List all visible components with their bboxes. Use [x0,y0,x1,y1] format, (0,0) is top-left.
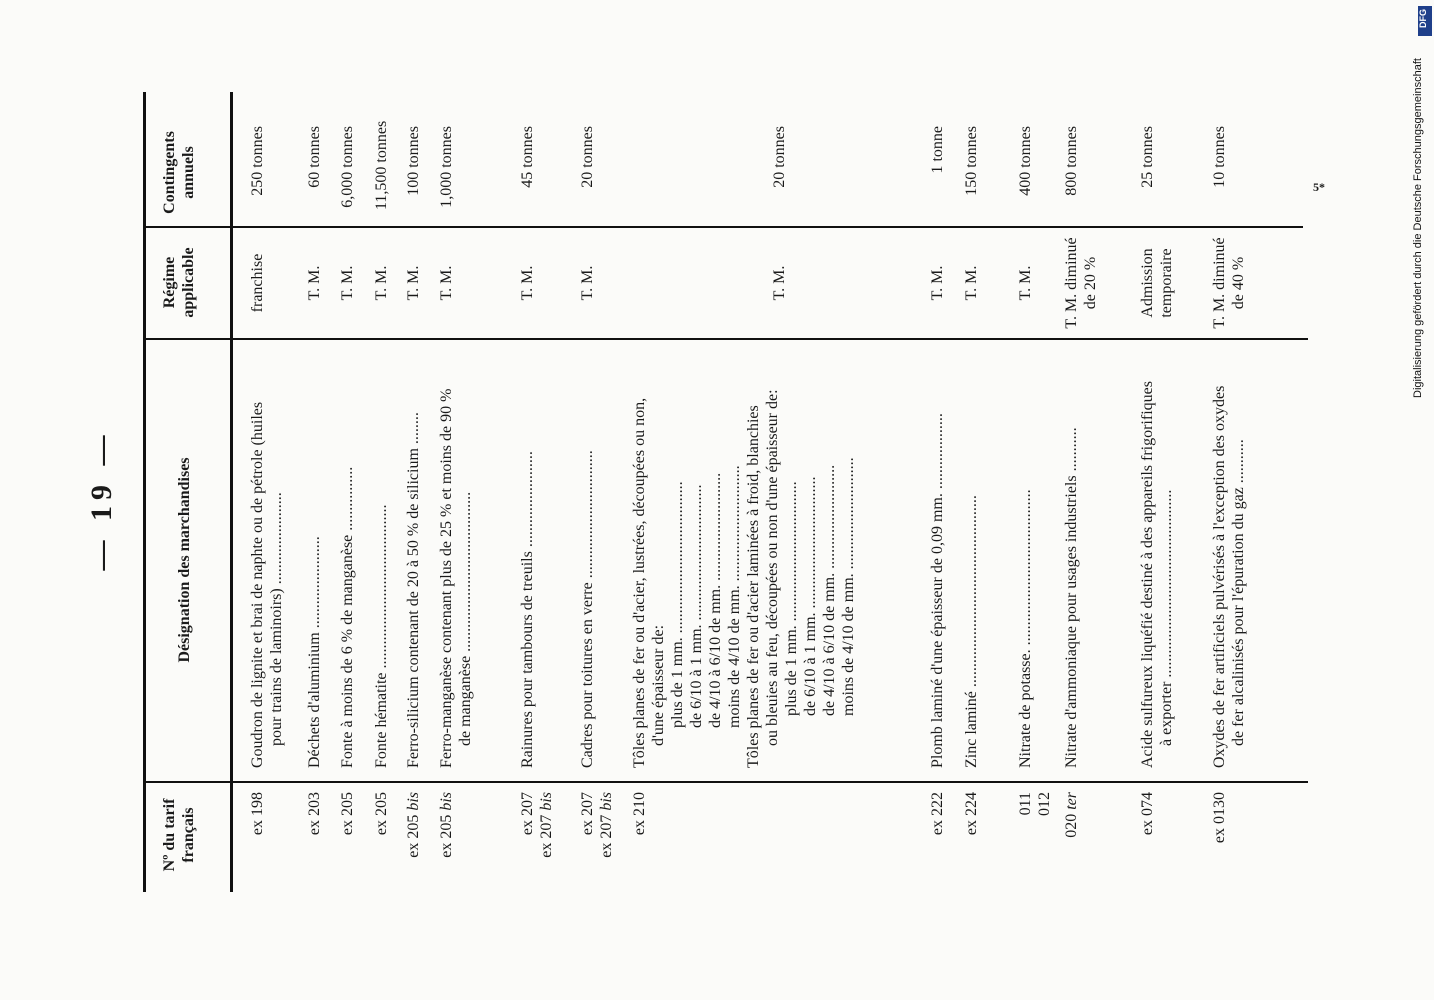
tariff-number: ex 203 [306,792,323,836]
regime-text: T. M. [519,265,536,301]
designation-text: d'une épaisseur de: [650,624,667,746]
tariff-number: ex 210 [631,792,648,836]
designation-text: de 4/10 à 6/10 de mm. ........................... [707,472,724,728]
tariff-number: ex 205 bis [405,792,422,858]
regime-text: T. M. diminué [1063,237,1080,329]
col-divider-1 [143,781,1308,783]
tariff-number: ex 207 bis [538,792,555,858]
contingent-text: 20 tonnes [771,126,788,188]
designation-text: moins de 4/10 de mm. ............................ [840,457,857,716]
designation-text: Fonte hématite ......................................... [373,504,390,768]
designation-text: de fer alcalinisés pour l'épuration du gaz ........... [1230,439,1247,746]
designation-text: Zinc laminé ................................................ [963,495,980,768]
tariff-number: ex 222 [929,792,946,836]
contingent-text: 1 tonne [929,126,946,174]
regime-text: franchise [249,253,266,313]
designation-text: à exporter ............................................... [1158,489,1175,746]
regime-text: T. M. [929,265,946,301]
tariff-number: ex 205 [373,792,390,836]
header-designation: Désignation des marchandises [176,457,193,663]
designation-text: Nitrate d'ammoniaque pour usages industriels ........... [1063,427,1080,768]
tariff-number: ex 205 [339,792,356,836]
designation-text: pour trains de laminoirs) ....................... [268,492,285,746]
contingent-text: 45 tonnes [519,126,536,188]
designation-text: Plomb laminé d'une épaisseur de 0,09 mm. ................... [929,413,946,768]
designation-text: de manganèse ........................................ [457,491,474,746]
dfg-credit [1408,8,1434,998]
designation-text: Nitrate de potasse. ....................................... [1017,489,1034,768]
regime-text: de 20 % [1082,256,1099,310]
contingent-text: 150 tonnes [963,126,980,196]
regime-text: Admission [1139,248,1156,318]
designation-text: Déchets d'aluminium ....................... [306,536,323,768]
regime-text: T. M. [306,265,323,301]
designation-text: Oxydes de fer artificiels pulvérisés à l'exception des oxydes [1211,385,1228,768]
tariff-number: ex 207 bis [598,792,615,858]
designation-text: Ferro-silicium contenant de 20 à 50 % de silicium ........ [405,412,422,768]
logo-text: DFG [1418,9,1428,28]
tariff-number: ex 207 [519,792,536,836]
designation-text: Ferro-manganèse contenant plus de 25 % et moins de 90 % [438,388,455,768]
designation-text: de 6/10 à 1 mm. .................................. [688,484,705,728]
designation-text: Rainures pour tambours de treuils ........................ [519,451,536,768]
tariff-number: ex 224 [963,792,980,836]
designation-text: de 6/10 à 1 mm. ................................. [802,476,819,716]
table-header-rule [230,92,233,892]
contingent-text: 100 tonnes [405,126,422,196]
regime-text: T. M. diminué [1211,237,1228,329]
designation-text: Acide sulfureux liquéfié destiné à des appareils frigorifiques [1139,381,1156,768]
contingent-text: 400 tonnes [1017,126,1034,196]
designation-text: moins de 4/10 de mm. ............................. [726,465,743,728]
dfg-logo-icon [1418,6,1432,36]
tariff-number: ex 207 [579,792,596,836]
designation-text: plus de 1 mm. ................................... [783,481,800,716]
regime-text: T. M. [963,265,980,301]
contingent-text: 10 tonnes [1211,126,1228,188]
tariff-number: ex 198 [249,792,266,836]
tariff-number: 020 ter [1063,792,1080,838]
header-no-tarif: Nº du tarif français [161,798,197,872]
designation-text: Tôles planes de fer ou d'acier laminées à froid, blanchies [745,405,762,768]
regime-text: T. M. [373,265,390,301]
contingent-text: 6,000 tonnes [339,126,356,208]
contingent-text: 800 tonnes [1063,126,1080,196]
table-top-rule [143,92,146,892]
regime-text: temporaire [1158,248,1175,318]
col-divider-3 [143,226,1303,228]
credit-text: Digitalisierung gefördert durch die Deutsche Forschungsgemeinschaft [1412,58,1424,398]
designation-text: Cadres pour toitures en verre ................................ [579,450,596,768]
regime-text: T. M. [405,265,422,301]
header-regime: Régime applicable [161,247,197,318]
regime-text: T. M. [579,265,596,301]
regime-text: T. M. [438,265,455,301]
contingent-text: 25 tonnes [1139,126,1156,188]
contingent-text: 60 tonnes [306,126,323,188]
contingent-text: 11,500 tonnes [373,120,390,210]
tariff-number: 011 [1017,792,1034,816]
designation-text: plus de 1 mm. ...................................... [669,481,686,728]
regime-text: de 40 % [1230,256,1247,310]
contingent-text: 250 tonnes [249,126,266,196]
page-number: — 19 — [85,429,118,571]
tariff-number: ex 205 bis [438,792,455,858]
signature-mark: 5* [1313,180,1325,194]
contingent-text: 20 tonnes [579,126,596,188]
designation-text: ou bleuies au feu, découpées ou non d'une épaisseur de: [764,389,781,746]
tariff-number: ex 0130 [1211,792,1228,844]
tariff-number: ex 074 [1139,792,1156,836]
tariff-number: 012 [1036,792,1053,816]
designation-text: Tôles planes de fer ou d'acier, lustrées, découpées ou non, [631,397,648,768]
designation-text: Goudron de lignite et brai de naphte ou de pétrole (huiles [249,401,266,768]
col-divider-2 [143,338,1308,340]
regime-text: T. M. [339,265,356,301]
designation-text: de 4/10 à 6/10 de mm. .......................... [821,464,838,716]
designation-text: Fonte à moins de 6 % de manganèse ................ [339,466,356,768]
contingent-text: 1,000 tonnes [438,126,455,208]
header-contingents: Contingents annuels [161,131,197,214]
regime-text: T. M. [1017,265,1034,301]
regime-text: T. M. [771,265,788,301]
